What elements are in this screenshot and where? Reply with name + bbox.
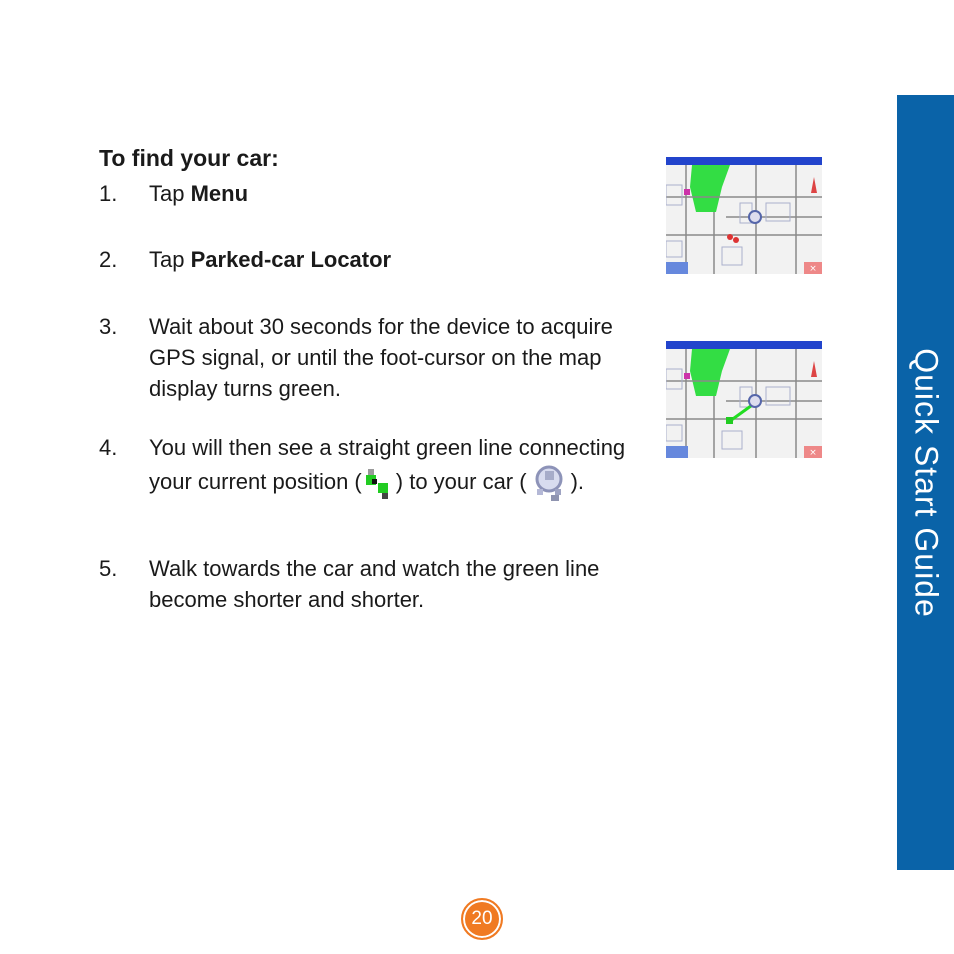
menu-label: Menu <box>190 181 249 206</box>
step-number: 2. <box>99 247 118 272</box>
svg-text:×: × <box>809 448 817 458</box>
car-icon <box>527 463 571 503</box>
section-sidebar <box>897 95 954 870</box>
step-number: 1. <box>99 181 118 206</box>
step-1 <box>99 178 644 209</box>
position-icon <box>362 465 396 501</box>
step-number: 4. <box>99 435 118 460</box>
map-screenshot-before <box>666 157 822 274</box>
step-text: Tap <box>149 181 191 206</box>
step-text: Wait about 30 seconds for the device to acquire GPS signal, or until the foot-cursor on the map display turns green. <box>149 314 613 401</box>
map-screenshot-after <box>666 341 822 458</box>
step-4 <box>99 432 644 503</box>
step-text: You will then see a straight green line connecting your current position ( <box>149 435 626 494</box>
sidebar-title: Quick Start Guide <box>908 347 944 618</box>
step-number: 5. <box>99 556 118 581</box>
page-number: 20 <box>461 898 503 940</box>
step-3 <box>99 311 644 404</box>
parked-car-locator-label: Parked-car Locator <box>190 247 392 272</box>
step-number: 3. <box>99 314 118 339</box>
step-text: Walk towards the car and watch the green line become shorter and shorter. <box>149 556 600 612</box>
step-text: ). <box>570 468 585 494</box>
page-heading: To find your car: <box>99 145 279 171</box>
step-5 <box>99 553 644 615</box>
svg-text:×: × <box>809 264 817 274</box>
step-2 <box>99 244 644 275</box>
step-text: Tap <box>149 247 191 272</box>
step-text: ) to your car ( <box>395 468 527 494</box>
